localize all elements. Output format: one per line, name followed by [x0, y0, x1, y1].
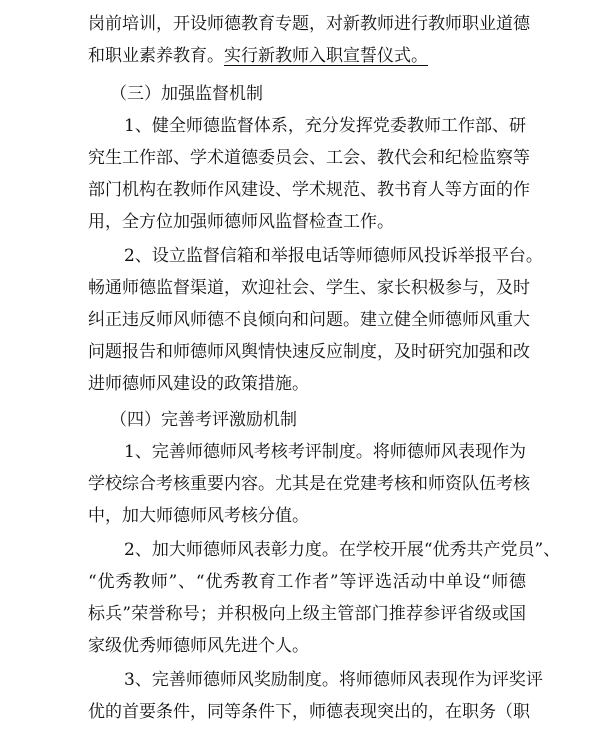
- section-3-item-2-line-5: 进师德师风建设的政策措施。: [88, 374, 309, 394]
- section-4-item-1-line-3: 中，加大师德师风考核分值。: [88, 506, 309, 526]
- section-4-item-2-line-4: 家级优秀师德师风先进个人。: [88, 636, 309, 656]
- section-4-item-3-line-2: 优的首要条件，同等条件下，师德表现突出的，在职务（职: [88, 702, 530, 722]
- section-4-item-1-line-1: 1、完善师德师风考核考评制度。将师德师风表现作为: [124, 442, 526, 462]
- section-3-item-1-line-4: 用，全方位加强师德师风监督检查工作。: [88, 212, 394, 232]
- section-3-item-1-line-1: 1、健全师德监督体系，充分发挥党委教师工作部、研: [124, 116, 526, 136]
- oath-ceremony-underlined-text: 实行新教师入职宣誓仪式。: [224, 46, 428, 66]
- intro-line-1: 岗前培训，开设师德教育专题，对新教师进行教师职业道德: [88, 14, 530, 34]
- section-4-item-1-line-2: 学校综合考核重要内容。尤其是在党建考核和师资队伍考核: [88, 474, 530, 494]
- section-4-item-2-line-2: “优秀教师”、“优秀教育工作者”等评选活动中单设“师德: [88, 572, 526, 592]
- section-4-heading: （四）完善考评激励机制: [110, 410, 297, 430]
- intro-line-2-text: 和职业素养教育。: [88, 46, 224, 66]
- intro-line-2: [88, 40, 526, 72]
- section-4-item-2-line-1: 2、加大师德师风表彰力度。在学校开展“优秀共产党员”、: [124, 540, 561, 560]
- section-4-item-3-line-1: 3、完善师德师风奖励制度。将师德师风表现作为评奖评: [124, 670, 543, 690]
- section-3-item-1-line-2: 究生工作部、学术道德委员会、工会、教代会和纪检监察等: [88, 148, 530, 168]
- section-3-item-2-line-3: 纠正违反师风师德不良倾向和问题。建立健全师德师风重大: [88, 310, 530, 330]
- section-3-item-2-line-4: 问题报告和师德师风舆情快速反应制度，及时研究加强和改: [88, 342, 530, 362]
- section-3-item-2-line-1: 2、设立监督信箱和举报电话等师德师风投诉举报平台。: [124, 246, 543, 266]
- section-3-item-1-line-3: 部门机构在教师作风建设、学术规范、教书育人等方面的作: [88, 180, 530, 200]
- section-3-heading: （三）加强监督机制: [110, 84, 263, 104]
- section-4-item-2-line-3: 标兵”荣誉称号；并积极向上级主管部门推荐参评省级或国: [88, 604, 526, 624]
- section-3-item-2-line-2: 畅通师德监督渠道，欢迎社会、学生、家长积极参与，及时: [88, 278, 530, 298]
